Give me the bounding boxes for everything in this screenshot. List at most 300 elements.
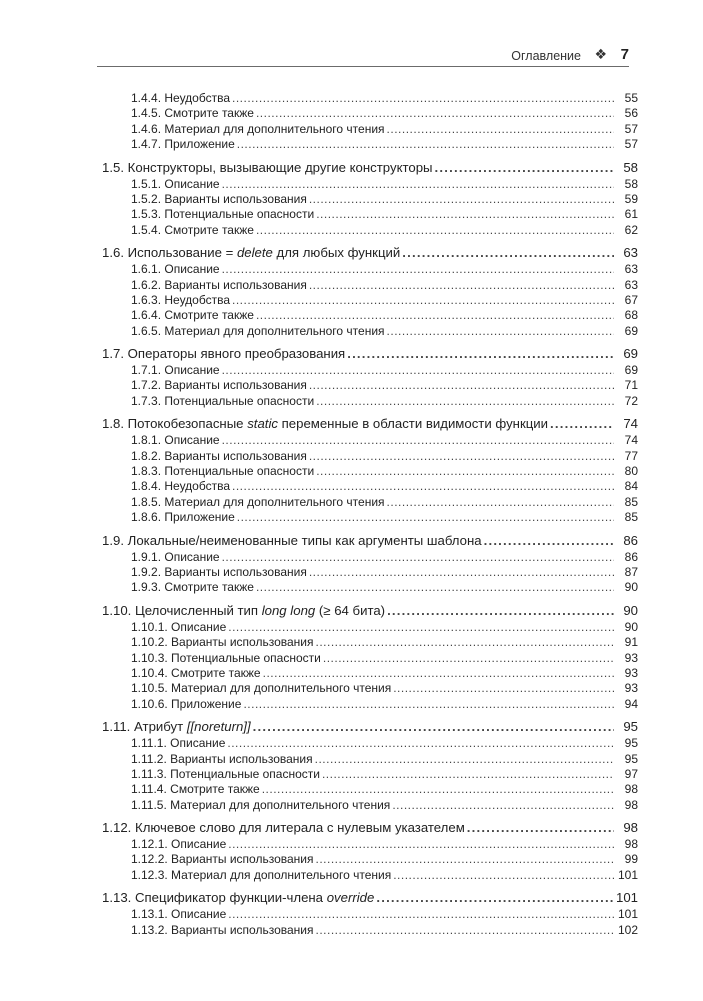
page-number: 101 xyxy=(615,890,638,906)
entry-title xyxy=(131,798,390,813)
entry-title-text: Материал для дополнительного чтения xyxy=(171,867,392,882)
entry-title xyxy=(131,324,385,339)
toc-entry[interactable] xyxy=(102,752,638,767)
chapter-number: 1.5. xyxy=(102,159,124,175)
entry-number: 1.8.6. xyxy=(131,510,162,525)
page-number: 85 xyxy=(624,494,638,509)
entry-title-text: Потенциальные опасности xyxy=(164,393,315,408)
toc-entry[interactable] xyxy=(102,106,638,121)
dot-leader xyxy=(237,510,614,525)
dot-leader xyxy=(393,681,614,696)
toc-entry[interactable] xyxy=(102,510,638,525)
chapter-number: 1.13. xyxy=(102,890,132,906)
entry-title xyxy=(131,510,235,525)
entry-title-text: Смотрите также xyxy=(164,106,254,121)
entry-title xyxy=(131,363,220,378)
entry-number: 1.4.7. xyxy=(131,137,162,152)
toc-entry[interactable] xyxy=(102,207,638,222)
toc-entry[interactable] xyxy=(102,666,638,681)
dot-leader xyxy=(309,192,614,207)
toc-chapter-entry[interactable] xyxy=(102,888,638,907)
entry-title-text: Смотрите также xyxy=(164,308,254,323)
dot-leader xyxy=(222,363,614,378)
chapter-title-text: Ключевое слово для литерала с нулевым указателем xyxy=(135,820,465,836)
chapter-title xyxy=(102,818,465,837)
page-number: 84 xyxy=(624,479,638,494)
entry-number: 1.13.1. xyxy=(131,907,168,922)
entry-title-text: Варианты использования xyxy=(164,564,307,579)
entry-title xyxy=(131,907,226,922)
dot-leader xyxy=(316,207,614,222)
entry-number: 1.10.2. xyxy=(131,635,168,650)
page-number: 74 xyxy=(624,433,638,448)
chapter-title xyxy=(102,344,345,363)
entry-number: 1.10.6. xyxy=(131,696,168,711)
toc-entry[interactable] xyxy=(102,852,638,867)
chapter-title-post: (≥ 64 бита) xyxy=(315,602,386,618)
entry-title xyxy=(131,697,241,712)
toc-entry[interactable] xyxy=(102,767,638,782)
page-number: 62 xyxy=(624,222,638,237)
entry-number: 1.10.4. xyxy=(131,665,168,680)
entry-title xyxy=(131,767,320,782)
chapter-title xyxy=(102,601,385,620)
dot-leader xyxy=(347,344,614,363)
dot-leader xyxy=(309,278,614,293)
table-of-contents xyxy=(102,91,638,943)
dot-leader xyxy=(263,666,614,681)
entry-title-text: Приложение xyxy=(171,696,242,711)
chapter-title xyxy=(102,243,400,262)
dot-leader xyxy=(392,798,614,813)
toc-chapter-entry[interactable] xyxy=(102,717,638,736)
page-number: 61 xyxy=(624,207,638,222)
toc-entry[interactable] xyxy=(102,308,638,323)
entry-title-text: Материал для дополнительного чтения xyxy=(164,121,385,136)
dot-leader xyxy=(323,651,614,666)
toc-entry[interactable] xyxy=(102,363,638,378)
page-number: 87 xyxy=(624,564,638,579)
entry-title-text: Описание xyxy=(164,176,220,191)
entry-number: 1.8.3. xyxy=(131,464,162,479)
entry-number: 1.5.2. xyxy=(131,191,162,206)
dot-leader xyxy=(309,378,614,393)
page-number: 93 xyxy=(624,665,638,680)
toc-entry[interactable] xyxy=(102,262,638,277)
dot-leader xyxy=(402,243,614,262)
toc-chapter-entry[interactable] xyxy=(102,344,638,363)
chapter-number: 1.9. xyxy=(102,532,124,548)
dot-leader xyxy=(322,767,614,782)
entry-title xyxy=(131,262,220,277)
entry-title-text: Варианты использования xyxy=(164,448,307,463)
page-number: 74 xyxy=(623,416,638,432)
entry-title-text: Варианты использования xyxy=(164,277,307,292)
page-number: 69 xyxy=(624,323,638,338)
toc-entry[interactable] xyxy=(102,192,638,207)
dot-leader xyxy=(222,177,614,192)
entry-title xyxy=(131,923,314,938)
page-number: 85 xyxy=(624,510,638,525)
dot-leader xyxy=(316,923,614,938)
toc-chapter-entry[interactable] xyxy=(102,818,638,837)
toc-entry[interactable] xyxy=(102,324,638,339)
entry-title-text: Варианты использования xyxy=(171,635,314,650)
dot-leader xyxy=(227,736,614,751)
chapter-title-post: переменные в области видимости функции xyxy=(277,416,549,432)
entry-number: 1.12.2. xyxy=(131,852,168,867)
entry-title xyxy=(131,137,235,152)
entry-title xyxy=(131,565,307,580)
entry-title xyxy=(131,378,307,393)
dot-leader xyxy=(228,620,614,635)
entry-title-text: Смотрите также xyxy=(170,782,260,797)
toc-entry[interactable] xyxy=(102,620,638,635)
page-number: 90 xyxy=(624,580,638,595)
page-number: 95 xyxy=(624,751,638,766)
entry-title-text: Материал для дополнительного чтения xyxy=(164,323,385,338)
toc-chapter-entry[interactable] xyxy=(102,531,638,550)
entry-number: 1.7.1. xyxy=(131,363,162,378)
entry-number: 1.9.2. xyxy=(131,564,162,579)
entry-title xyxy=(131,278,307,293)
entry-title xyxy=(131,192,307,207)
toc-section xyxy=(102,158,638,239)
entry-title-text: Описание xyxy=(164,549,220,564)
chapter-number: 1.10. xyxy=(102,602,132,618)
page-number: 59 xyxy=(624,191,638,206)
toc-entry[interactable] xyxy=(102,479,638,494)
chapter-title-code: override xyxy=(326,890,375,906)
entry-title xyxy=(131,308,254,323)
dot-leader xyxy=(222,433,614,448)
entry-number: 1.5.1. xyxy=(131,176,162,191)
entry-title-text: Описание xyxy=(164,433,220,448)
page-number: 67 xyxy=(624,292,638,307)
entry-title-text: Приложение xyxy=(164,137,235,152)
entry-number: 1.4.5. xyxy=(131,106,162,121)
entry-title-text: Смотрите также xyxy=(164,580,254,595)
entry-title xyxy=(131,293,230,308)
toc-entry[interactable] xyxy=(102,550,638,565)
toc-entry[interactable] xyxy=(102,449,638,464)
page-number: 63 xyxy=(623,245,638,261)
page-number: 69 xyxy=(623,346,638,362)
chapter-title xyxy=(102,158,433,177)
entry-number: 1.6.5. xyxy=(131,323,162,338)
chapter-title-pre: Потокобезопасные xyxy=(127,416,248,432)
toc-chapter-entry[interactable] xyxy=(102,414,638,433)
page-number: 86 xyxy=(624,549,638,564)
dot-leader xyxy=(256,223,614,238)
entry-number: 1.6.3. xyxy=(131,292,162,307)
chapter-number: 1.8. xyxy=(102,416,124,432)
entry-title-text: Описание xyxy=(170,736,226,751)
toc-entry[interactable] xyxy=(102,651,638,666)
page-number: 99 xyxy=(624,852,638,867)
entry-title xyxy=(131,223,254,238)
entry-title-text: Неудобства xyxy=(164,479,231,494)
dot-leader xyxy=(484,531,614,550)
entry-title-text: Материал для дополнительного чтения xyxy=(170,797,391,812)
chapter-title-code: delete xyxy=(236,245,273,261)
entry-title-text: Смотрите также xyxy=(164,222,254,237)
toc-chapter-entry[interactable] xyxy=(102,601,638,620)
page-number: 97 xyxy=(624,766,638,781)
page-number: 71 xyxy=(624,378,638,393)
dot-leader xyxy=(309,565,614,580)
entry-number: 1.6.1. xyxy=(131,262,162,277)
toc-entry[interactable] xyxy=(102,137,638,152)
toc-entry[interactable] xyxy=(102,907,638,922)
toc-entry[interactable] xyxy=(102,177,638,192)
page-number: 91 xyxy=(624,635,638,650)
entry-title xyxy=(131,464,314,479)
chapter-title-text: Локальные/неименованные типы как аргументы шаблона xyxy=(127,532,482,548)
entry-title-text: Материал для дополнительного чтения xyxy=(164,494,385,509)
entry-title xyxy=(131,837,226,852)
chapter-title-post: для любых функций xyxy=(272,245,401,261)
chapter-title-pre: Спецификатор функции-члена xyxy=(135,890,327,906)
chapter-title xyxy=(102,414,548,433)
entry-number: 1.11.1. xyxy=(131,736,167,751)
entry-title-text: Варианты использования xyxy=(164,191,307,206)
page-number: 101 xyxy=(617,907,638,922)
toc-entry[interactable] xyxy=(102,635,638,650)
toc-entry[interactable] xyxy=(102,495,638,510)
entry-title xyxy=(131,635,314,650)
entry-number: 1.10.5. xyxy=(131,681,168,696)
entry-title xyxy=(131,736,225,751)
entry-title xyxy=(131,852,314,867)
toc-section xyxy=(102,717,638,813)
toc-entry[interactable] xyxy=(102,278,638,293)
chapter-title-text: Конструкторы, вызывающие другие конструкторы xyxy=(127,159,433,175)
toc-entry[interactable] xyxy=(102,837,638,852)
chapter-number: 1.11. xyxy=(102,719,131,735)
entry-number: 1.6.2. xyxy=(131,277,162,292)
toc-section xyxy=(102,531,638,596)
entry-number: 1.7.2. xyxy=(131,378,162,393)
toc-entry[interactable] xyxy=(102,464,638,479)
toc-entry[interactable] xyxy=(102,565,638,580)
toc-section xyxy=(102,243,638,339)
toc-entry[interactable] xyxy=(102,293,638,308)
entry-title xyxy=(131,394,314,409)
dot-leader xyxy=(387,122,614,137)
entry-title-text: Описание xyxy=(164,262,220,277)
header-ornament-icon: ❖ xyxy=(594,46,607,62)
entry-number: 1.10.1. xyxy=(131,619,168,634)
page-number: 80 xyxy=(624,464,638,479)
toc-entry[interactable] xyxy=(102,868,638,883)
dot-leader xyxy=(228,907,614,922)
entry-number: 1.8.4. xyxy=(131,479,162,494)
chapter-title-pre: Целочисленный тип xyxy=(135,602,262,618)
entry-number: 1.8.2. xyxy=(131,448,162,463)
dot-leader xyxy=(228,837,614,852)
page-number: 98 xyxy=(624,797,638,812)
page-number: 69 xyxy=(624,363,638,378)
toc-section xyxy=(102,414,638,525)
entry-title xyxy=(131,752,313,767)
entry-title-text: Варианты использования xyxy=(164,378,307,393)
entry-title xyxy=(131,479,230,494)
toc-section xyxy=(102,888,638,938)
page-number: 98 xyxy=(624,837,638,852)
entry-title-text: Неудобства xyxy=(164,292,231,307)
dot-leader xyxy=(376,888,614,907)
entry-number: 1.12.1. xyxy=(131,837,168,852)
page-number: 72 xyxy=(624,393,638,408)
entry-number: 1.11.4. xyxy=(131,782,167,797)
dot-leader xyxy=(237,137,614,152)
entry-number: 1.11.2. xyxy=(131,751,167,766)
entry-title xyxy=(131,122,385,137)
page-number: 93 xyxy=(624,681,638,696)
header-page-number: 7 xyxy=(620,46,629,63)
toc-entry[interactable] xyxy=(102,394,638,409)
dot-leader xyxy=(315,752,614,767)
entry-number: 1.4.4. xyxy=(131,91,162,105)
page-number: 102 xyxy=(617,922,638,937)
entry-title xyxy=(131,449,307,464)
toc-section xyxy=(102,91,638,153)
page-number: 98 xyxy=(624,782,638,797)
page-number: 101 xyxy=(617,867,638,882)
dot-leader xyxy=(222,550,614,565)
entry-title xyxy=(131,868,391,883)
dot-leader xyxy=(387,495,614,510)
entry-title xyxy=(131,681,391,696)
entry-title xyxy=(131,495,385,510)
toc-chapter-entry[interactable] xyxy=(102,243,638,262)
dot-leader xyxy=(256,580,614,595)
dot-leader xyxy=(435,158,614,177)
page-number: 90 xyxy=(624,619,638,634)
dot-leader xyxy=(232,91,614,106)
entry-number: 1.5.4. xyxy=(131,222,162,237)
toc-entry[interactable] xyxy=(102,223,638,238)
entry-title xyxy=(131,782,260,797)
entry-title-text: Описание xyxy=(171,907,227,922)
entry-number: 1.9.1. xyxy=(131,549,162,564)
entry-number: 1.5.3. xyxy=(131,207,162,222)
page-number: 94 xyxy=(624,696,638,711)
page-number: 57 xyxy=(624,121,638,136)
toc-entry[interactable] xyxy=(102,697,638,712)
page-number: 58 xyxy=(624,176,638,191)
dot-leader xyxy=(387,601,614,620)
entry-title-text: Варианты использования xyxy=(171,922,314,937)
toc-entry[interactable] xyxy=(102,433,638,448)
dot-leader xyxy=(393,868,614,883)
entry-title xyxy=(131,580,254,595)
dot-leader xyxy=(316,635,614,650)
dot-leader xyxy=(467,818,614,837)
toc-entry[interactable] xyxy=(102,122,638,137)
page-number: 56 xyxy=(624,106,638,121)
page-number: 77 xyxy=(624,448,638,463)
page-number: 68 xyxy=(624,308,638,323)
entry-title-text: Смотрите также xyxy=(171,665,261,680)
chapter-number: 1.12. xyxy=(102,820,132,836)
entry-title-text: Материал для дополнительного чтения xyxy=(171,681,392,696)
dot-leader xyxy=(232,479,614,494)
entry-title xyxy=(131,91,230,106)
chapter-number: 1.7. xyxy=(102,346,124,362)
entry-title-text: Потенциальные опасности xyxy=(171,650,321,665)
dot-leader xyxy=(316,394,614,409)
page-number: 95 xyxy=(623,719,638,735)
chapter-title-code: static xyxy=(247,416,278,432)
page-number: 57 xyxy=(624,137,638,152)
header-title: Оглавление xyxy=(511,49,581,63)
dot-leader xyxy=(316,464,614,479)
dot-leader xyxy=(316,852,614,867)
toc-entry[interactable] xyxy=(102,798,638,813)
entry-number: 1.7.3. xyxy=(131,393,162,408)
page-number: 93 xyxy=(624,650,638,665)
page-number: 63 xyxy=(624,277,638,292)
entry-title xyxy=(131,550,220,565)
page-number: 58 xyxy=(623,159,638,175)
toc-section xyxy=(102,344,638,409)
dot-leader xyxy=(550,414,614,433)
chapter-number: 1.6. xyxy=(102,245,124,261)
entry-title-text: Потенциальные опасности xyxy=(164,464,315,479)
chapter-title xyxy=(102,531,482,550)
page-number: 55 xyxy=(624,91,638,105)
chapter-title xyxy=(102,717,251,736)
entry-number: 1.11.5. xyxy=(131,797,167,812)
page-number: 98 xyxy=(623,820,638,836)
entry-number: 1.11.3. xyxy=(131,766,167,781)
chapter-title xyxy=(102,888,374,907)
chapter-title-text: Операторы явного преобразования xyxy=(127,346,346,362)
entry-title xyxy=(131,207,314,222)
toc-entry[interactable] xyxy=(102,736,638,751)
toc-section xyxy=(102,818,638,883)
toc-entry[interactable] xyxy=(102,681,638,696)
toc-entry[interactable] xyxy=(102,923,638,938)
page-number: 90 xyxy=(623,602,638,618)
toc-chapter-entry[interactable] xyxy=(102,158,638,177)
dot-leader xyxy=(387,324,614,339)
entry-number: 1.6.4. xyxy=(131,308,162,323)
entry-title xyxy=(131,177,220,192)
entry-title-text: Потенциальные опасности xyxy=(164,207,315,222)
dot-leader xyxy=(232,293,614,308)
entry-number: 1.12.3. xyxy=(131,867,168,882)
entry-number: 1.8.1. xyxy=(131,433,162,448)
dot-leader xyxy=(309,449,614,464)
page-number: 95 xyxy=(624,736,638,751)
chapter-title-code: long long xyxy=(261,602,316,618)
entry-title-text: Приложение xyxy=(164,510,235,525)
page-number: 63 xyxy=(624,262,638,277)
toc-entry[interactable] xyxy=(102,782,638,797)
toc-entry[interactable] xyxy=(102,580,638,595)
toc-entry[interactable] xyxy=(102,91,638,106)
entry-number: 1.8.5. xyxy=(131,494,162,509)
running-header xyxy=(97,38,629,67)
entry-number: 1.10.3. xyxy=(131,650,168,665)
entry-number: 1.9.3. xyxy=(131,580,162,595)
toc-entry[interactable] xyxy=(102,378,638,393)
dot-leader xyxy=(222,262,614,277)
entry-title-text: Описание xyxy=(171,837,227,852)
